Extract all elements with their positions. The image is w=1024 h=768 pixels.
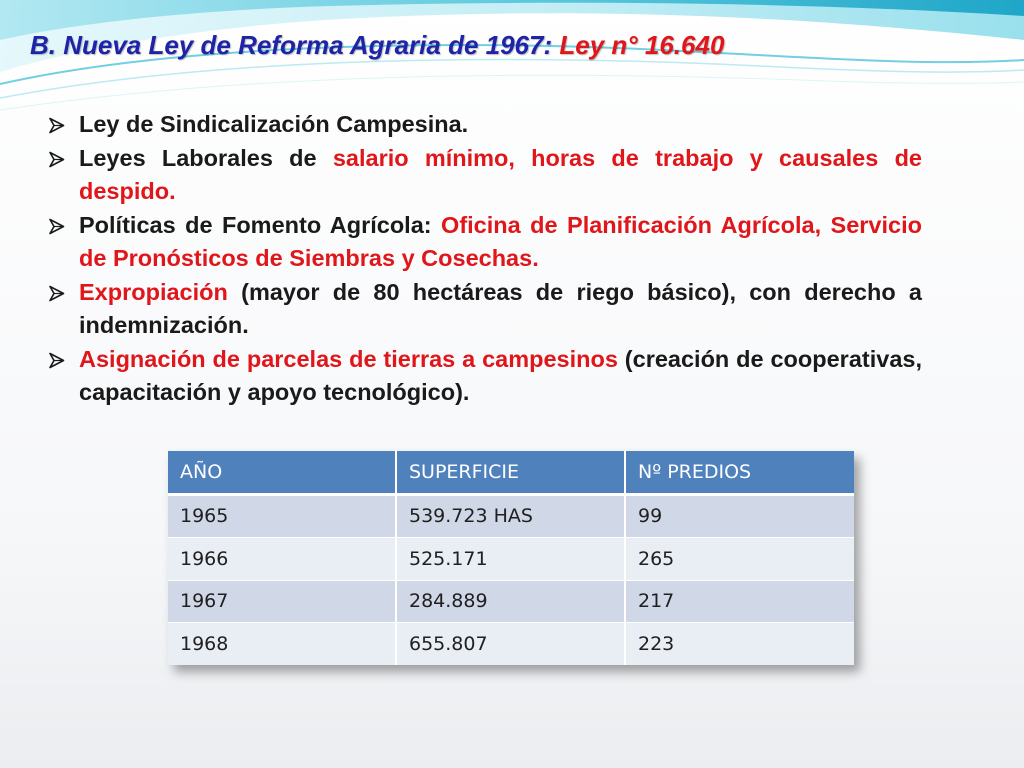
table-header-row bbox=[168, 451, 854, 494]
cell-surface: 539.723 HAS bbox=[396, 494, 625, 538]
bullet-text: (mayor de 80 hectáreas de riego básico), con derecho a indemnización. bbox=[79, 278, 922, 338]
cell-year: 1966 bbox=[168, 538, 396, 581]
bullet-highlight-text: Expropiación bbox=[79, 278, 228, 305]
header-year: AÑO bbox=[168, 451, 396, 494]
data-table-container bbox=[168, 451, 854, 665]
cell-year: 1965 bbox=[168, 494, 396, 538]
cell-surface: 655.807 bbox=[396, 623, 625, 665]
arrow-bullet-icon bbox=[48, 352, 66, 369]
cell-year: 1967 bbox=[168, 580, 396, 623]
bullet-highlight-text: Oficina de Planificación Agrícola, Servicio de Pronósticos de Siembras y Cosechas. bbox=[79, 211, 922, 271]
cell-properties: 217 bbox=[625, 580, 854, 623]
arrow-bullet-icon bbox=[48, 117, 66, 134]
arrow-bullet-icon bbox=[48, 218, 66, 235]
cell-properties: 223 bbox=[625, 623, 854, 665]
slide-title-prefix: B. Nueva Ley de Reforma Agraria de 1967: bbox=[30, 30, 560, 60]
cell-properties: 265 bbox=[625, 538, 854, 581]
bullet-text: Políticas de Fomento Agrícola: bbox=[79, 211, 442, 238]
bullet-text: Ley de Sindicalización Campesina. bbox=[79, 111, 469, 137]
table-row bbox=[168, 494, 854, 538]
bullet-item bbox=[48, 343, 922, 410]
bullet-text: Leyes Laborales de bbox=[79, 144, 333, 171]
cell-properties: 99 bbox=[625, 494, 854, 538]
bullet-item bbox=[48, 142, 922, 209]
table-row bbox=[168, 623, 854, 665]
table-row bbox=[168, 538, 854, 581]
arrow-bullet-icon bbox=[48, 285, 66, 302]
bullet-item bbox=[48, 209, 922, 276]
table-row bbox=[168, 580, 854, 623]
bullet-text: (creación de cooperativas, capacitación y apoyo tecnológico). bbox=[79, 345, 922, 405]
bullet-item bbox=[48, 276, 922, 343]
bullet-list bbox=[48, 108, 922, 410]
arrow-bullet-icon bbox=[48, 151, 66, 168]
land-reform-table bbox=[168, 451, 854, 665]
cell-surface: 525.171 bbox=[396, 538, 625, 581]
bullet-item bbox=[48, 108, 922, 142]
slide-title bbox=[30, 30, 724, 61]
bullet-highlight-text: salario mínimo, horas de trabajo y causales de despido. bbox=[79, 144, 922, 204]
bullet-highlight-text: Asignación de parcelas de tierras a campesinos bbox=[79, 345, 618, 372]
header-properties: Nº PREDIOS bbox=[625, 451, 854, 494]
slide-title-law-number: Ley n° 16.640 bbox=[559, 30, 725, 60]
cell-year: 1968 bbox=[168, 623, 396, 665]
header-surface: SUPERFICIE bbox=[396, 451, 625, 494]
cell-surface: 284.889 bbox=[396, 580, 625, 623]
